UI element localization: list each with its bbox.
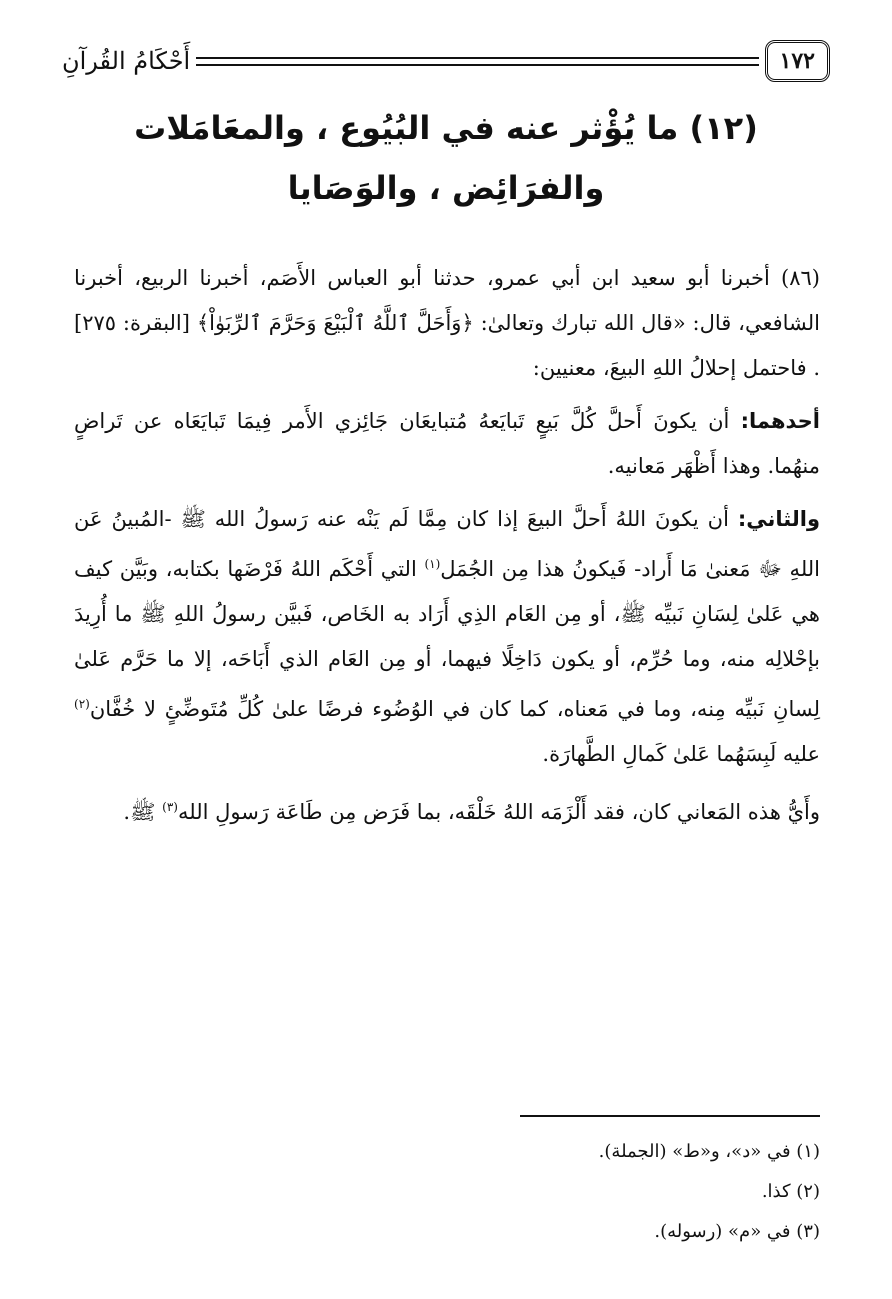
running-header: [62, 36, 830, 86]
footnote-1: (١) في «د»، و«ط» (الجملة).: [598, 1141, 820, 1162]
second-meaning-text-b: التي أَحْكَم اللهُ فَرْضَها بكتابه، وبَيَّن كيف هي عَلىٰ لِسَانِ نَبيِّه ﷺ، أو مِن العَام الذِي أَرَاد به الخَاص، فَبيَّن رسولُ اللهِ ﷺ ما أُرِيدَ بإحْلالِه منه، وما حُرِّم، أو يكون دَاخِلًا فيهما، أو مِن العَام الذي أَبَاحَه، إلا ما حَرَّم عَلىٰ لِسانِ نَبيِّه مِنه، وما في مَعناه، كما كان في الوُضُوء فرضًا علىٰ كُلِّ مُتَوضِّئٍ لا خُفَّان: [74, 557, 820, 721]
first-meaning-text: أن يكونَ أَحلَّ كُلَّ بَيعٍ تَبايَعهُ مُتبايعَان جَائِزي الأَمر فِيمَا تَبايَعَاه عن تَراضٍ منهُما. وهذا أَظْهَر مَعانيه.: [74, 409, 820, 478]
footnote-ref-2: (٢): [74, 697, 90, 711]
conclusion-text-b: ﷺ.: [123, 800, 156, 824]
paragraph-conclusion: [74, 785, 820, 835]
main-text: [74, 256, 820, 843]
footnote-ref-1: (١): [424, 557, 441, 571]
footnote-2: (٢) كذا.: [761, 1181, 820, 1202]
page-number: ١٧٢: [765, 40, 830, 82]
second-meaning-text-c: عليه لَبِسَهُما عَلىٰ كَمالِ الطَّهارَة.: [542, 742, 820, 766]
paragraph-second-meaning: [74, 497, 820, 777]
chapter-title: (١٢) ما يُؤْثر عنه في البُيُوع ، والمعَامَلات والفرَائِض ، والوَصَايا: [134, 109, 758, 207]
footnote-separator: [520, 1115, 820, 1117]
paragraph-86: (٨٦) أخبرنا أبو سعيد ابن أبي عمرو، حدثنا أبو العباس الأَصَم، أخبرنا الربيع، أخبرنا الشافعي، قال: «قال الله تبارك وتعالىٰ: ﴿وَأَحَلَّ ٱللَّهُ ٱلْبَيْعَ وَحَرَّمَ ٱلرِّبَوٰاْ﴾ [البقرة: ٢٧٥] . فاحتمل إحلالُ اللهِ البيعَ، معنيين:: [74, 266, 820, 380]
conclusion-text-a: وأَيُّ هذه المَعاني كان، فقد أَلْزَمَه اللهُ خَلْقَه، بما فَرَض مِن طَاعَة رَسولِ الله: [177, 800, 820, 824]
footnotes: [74, 1132, 820, 1252]
second-meaning-text-a: أن يكونَ اللهُ أَحلَّ البيعَ إذا كان مِمَّا لَم يَنْه عنه رَسولُ الله ﷺ -المُبينُ عَن اللهِ ﷻ مَعنىٰ مَا أَراد- فَيكونُ هذا مِن الجُمَل: [74, 507, 821, 581]
footnote-3: (٣) في «م» (رسوله).: [654, 1221, 820, 1242]
header-rule: [196, 57, 758, 66]
book-title: أَحْكَامُ القُرآنِ: [62, 47, 191, 75]
second-meaning-label: والثاني:: [737, 507, 820, 531]
footnote-ref-3: (٣): [162, 800, 178, 814]
first-meaning-label: أحدهما:: [740, 409, 820, 433]
paragraph-first-meaning: [74, 399, 820, 489]
